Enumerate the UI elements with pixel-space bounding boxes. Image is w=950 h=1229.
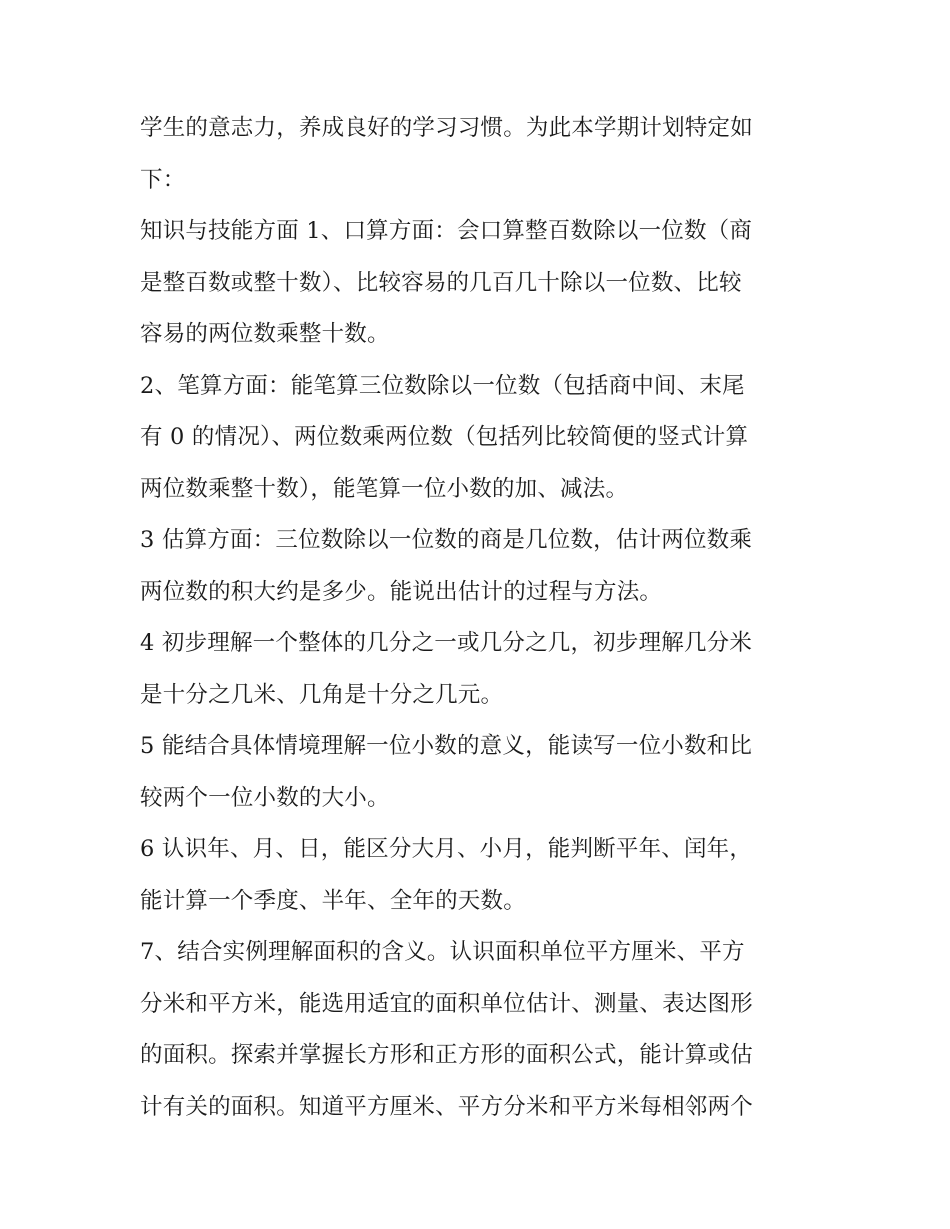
text-line-13: 5 能结合具体情境理解一位小数的意义，能读写一位小数和比 (140, 733, 753, 759)
document-body (140, 103, 820, 1133)
text-line-16: 能计算一个季度、半年、全年的天数。 (140, 887, 526, 914)
text-line-17: 7、结合实例理解面积的含义。认识面积单位平方厘米、平方 (140, 939, 745, 965)
text-line-2: 下： (140, 166, 186, 193)
text-line-8: 两位数乘整十数），能笔算一位小数的加、减法。 (140, 475, 629, 502)
text-line-6: 2、笔算方面：能笔算三位数除以一位数（包括商中间、末尾 (140, 372, 745, 399)
text-line-19: 的面积。探索并掌握长方形和正方形的面积公式，能计算或估 (140, 1042, 753, 1068)
text-line-5: 容易的两位数乘整十数。 (140, 321, 390, 347)
text-line-3: 知识与技能方面 1、口算方面：会口算整百数除以一位数（商 (140, 218, 753, 244)
text-line-10: 两位数的积大约是多少。能说出估计的过程与方法。 (140, 578, 663, 605)
text-line-14: 较两个一位小数的大小。 (140, 784, 390, 811)
text-line-7: 有 0 的情况）、两位数乘两位数（包括列比较简便的竖式计算 (140, 424, 749, 450)
text-line-18: 分米和平方米，能选用适宜的面积单位估计、测量、表达图形 (140, 990, 753, 1017)
text-line-1: 学生的意志力，养成良好的学习习惯。为此本学期计划特定如 (140, 115, 753, 141)
text-line-20: 计有关的面积。知道平方厘米、平方分米和平方米每相邻两个 (140, 1093, 753, 1120)
text-line-9: 3 估算方面：三位数除以一位数的商是几位数，估计两位数乘 (140, 527, 753, 553)
text-line-4: 是整百数或整十数）、比较容易的几百几十除以一位数、比较 (140, 269, 742, 296)
text-line-15: 6 认识年、月、日，能区分大月、小月，能判断平年、闰年， (140, 836, 753, 862)
text-line-11: 4 初步理解一个整体的几分之一或几分之几，初步理解几分米 (140, 630, 753, 656)
text-line-12: 是十分之几米、几角是十分之几元。 (140, 681, 504, 708)
